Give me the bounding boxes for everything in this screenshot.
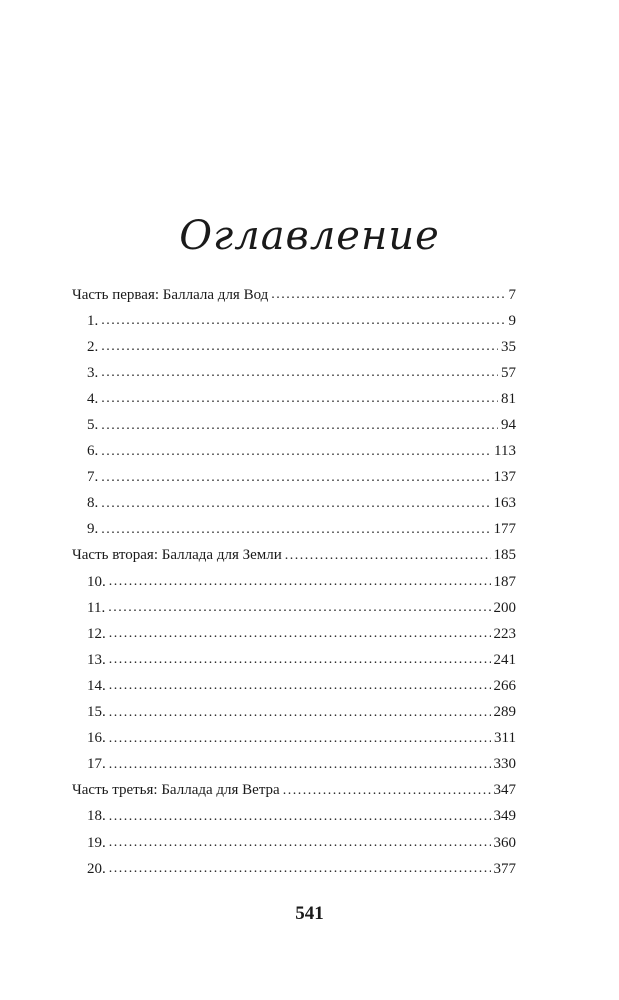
toc-entry-page: 57 [501,364,516,381]
toc-entry-label: 2. [87,338,99,355]
toc-chapter-entry [72,856,516,882]
toc-entry-page: 187 [493,573,516,590]
toc-chapter-entry [72,386,516,412]
toc-dot-leader [101,365,498,381]
toc-entry-label: 14. [87,677,106,694]
toc-dot-leader [271,287,505,303]
toc-chapter-entry [72,726,516,752]
toc-entry-page: 377 [493,860,516,877]
toc-entry-page: 177 [493,521,516,538]
toc-entry-label: Часть третья: Баллада для Ветра [72,782,280,799]
toc-entry-page: 347 [493,782,516,799]
toc-dot-leader [101,522,490,538]
toc-chapter-entry [72,569,516,595]
table-of-contents [72,282,516,882]
toc-entry-page: 81 [501,390,516,407]
toc-chapter-entry [72,308,516,334]
toc-dot-leader [109,861,491,877]
toc-entry-label: 10. [87,573,106,590]
toc-entry-label: 8. [87,495,99,512]
toc-entry-page: 7 [508,286,516,303]
toc-entry-page: 311 [494,730,516,747]
toc-entry-label: 15. [87,704,106,721]
toc-dot-leader [101,470,490,486]
toc-entry-label: 3. [87,364,99,381]
toc-entry-label: Часть вторая: Баллада для Земли [72,547,282,564]
toc-dot-leader [101,313,505,329]
toc-entry-page: 330 [493,756,516,773]
toc-entry-label: 17. [87,756,106,773]
toc-entry-label: 9. [87,521,99,538]
toc-entry-page: 35 [501,338,516,355]
toc-entry-page: 223 [493,625,516,642]
toc-dot-leader [109,626,491,642]
toc-entry-label: 12. [87,625,106,642]
toc-chapter-entry [72,360,516,386]
toc-entry-label: 11. [87,599,106,616]
toc-entry-label: 1. [87,312,99,329]
toc-chapter-entry [72,517,516,543]
toc-entry-page: 94 [501,417,516,434]
page-title: Оглавление [179,213,440,259]
toc-chapter-entry [72,700,516,726]
toc-entry-label: Часть первая: Баллала для Вод [72,286,269,303]
toc-entry-label: 16. [87,730,106,747]
toc-chapter-entry [72,647,516,673]
toc-dot-leader [109,652,491,668]
toc-entry-label: 19. [87,834,106,851]
toc-entry-page: 113 [494,443,516,460]
toc-entry-label: 5. [87,417,99,434]
toc-part-entry [72,543,516,569]
toc-entry-page: 266 [493,677,516,694]
toc-entry-page: 349 [493,808,516,825]
toc-entry-page: 360 [493,834,516,851]
toc-dot-leader [108,600,490,616]
toc-chapter-entry [72,412,516,438]
toc-dot-leader [109,574,491,590]
toc-chapter-entry [72,439,516,465]
toc-entry-page: 289 [493,704,516,721]
toc-chapter-entry [72,621,516,647]
toc-part-entry [72,282,516,308]
toc-chapter-entry [72,465,516,491]
toc-dot-leader [109,757,491,773]
toc-chapter-entry [72,491,516,517]
toc-entry-page: 185 [493,547,516,564]
toc-entry-label: 4. [87,390,99,407]
toc-entry-page: 9 [508,312,516,329]
toc-dot-leader [101,444,491,460]
toc-chapter-entry [72,334,516,360]
toc-dot-leader [109,809,491,825]
toc-entry-label: 20. [87,860,106,877]
toc-entry-label: 6. [87,443,99,460]
toc-entry-label: 18. [87,808,106,825]
toc-chapter-entry [72,595,516,621]
toc-dot-leader [283,783,491,799]
toc-chapter-entry [72,830,516,856]
toc-dot-leader [101,496,490,512]
toc-entry-page: 163 [493,495,516,512]
toc-chapter-entry [72,752,516,778]
toc-dot-leader [109,705,491,721]
toc-entry-label: 13. [87,651,106,668]
toc-dot-leader [101,339,498,355]
toc-dot-leader [109,678,491,694]
toc-chapter-entry [72,673,516,699]
toc-dot-leader [285,548,491,564]
toc-dot-leader [101,418,498,434]
toc-chapter-entry [72,804,516,830]
toc-dot-leader [101,391,498,407]
toc-dot-leader [109,835,491,851]
page-number: 541 [295,903,324,924]
toc-entry-page: 241 [493,651,516,668]
toc-entry-page: 137 [493,469,516,486]
toc-entry-label: 7. [87,469,99,486]
toc-entry-page: 200 [493,599,516,616]
toc-part-entry [72,778,516,804]
toc-dot-leader [109,731,491,747]
